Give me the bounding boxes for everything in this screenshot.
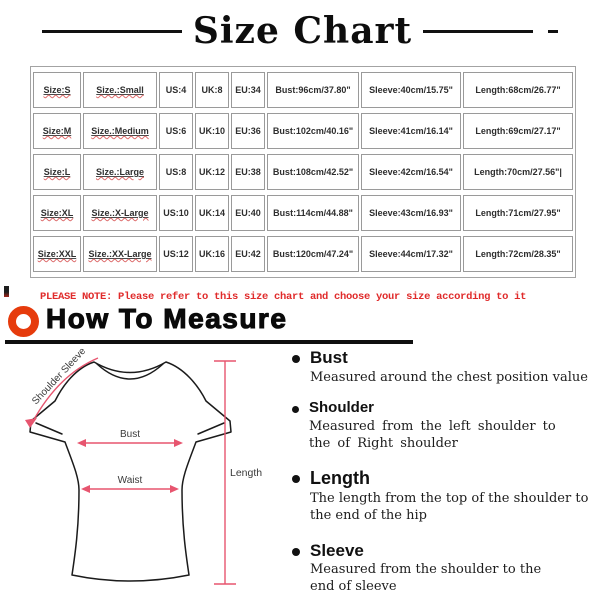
cell-size: Size:M bbox=[33, 113, 81, 149]
cell-length: Length:71cm/27.95" bbox=[463, 195, 573, 231]
cell-bust: Bust:108cm/42.52" bbox=[267, 154, 359, 190]
title-rule-left bbox=[42, 30, 182, 33]
table-row bbox=[33, 72, 573, 108]
table-row bbox=[33, 236, 573, 272]
bust-label: Bust bbox=[119, 429, 141, 440]
cell-size-name: Size.:XX-Large bbox=[83, 236, 157, 272]
waist-label: Waist bbox=[117, 475, 143, 486]
please-note-text: PLEASE NOTE: Please refer to this size chart and choose your size according to it bbox=[40, 291, 527, 303]
list-item-sleeve bbox=[292, 541, 598, 596]
table-row bbox=[33, 195, 573, 231]
cell-eu: EU:42 bbox=[231, 236, 265, 272]
table-row bbox=[33, 154, 573, 190]
size-table bbox=[30, 66, 576, 278]
cell-uk: UK:10 bbox=[195, 113, 229, 149]
list-item-shoulder bbox=[292, 399, 598, 452]
cell-us: US:8 bbox=[159, 154, 193, 190]
cell-size: Size:L bbox=[33, 154, 81, 190]
arrowheads bbox=[25, 418, 183, 493]
cell-uk: UK:12 bbox=[195, 154, 229, 190]
cell-us: US:4 bbox=[159, 72, 193, 108]
cell-bust: Bust:102cm/40.16" bbox=[267, 113, 359, 149]
cell-eu: EU:36 bbox=[231, 113, 265, 149]
measure-term: Shoulder bbox=[309, 399, 375, 417]
measure-desc: Measured from the shoulder to the end of sleeve bbox=[310, 562, 542, 595]
measure-term: Bust bbox=[310, 348, 348, 367]
cell-bust: Bust:120cm/47.24" bbox=[267, 236, 359, 272]
cell-size: Size:S bbox=[33, 72, 81, 108]
cell-eu: EU:38 bbox=[231, 154, 265, 190]
cell-eu: EU:40 bbox=[231, 195, 265, 231]
tshirt-outline-icon bbox=[30, 362, 231, 581]
measure-term: Sleeve bbox=[310, 540, 364, 560]
measure-definitions-list bbox=[292, 348, 598, 600]
cell-uk: UK:14 bbox=[195, 195, 229, 231]
cell-sleeve: Sleeve:41cm/16.14" bbox=[361, 113, 461, 149]
cell-eu: EU:34 bbox=[231, 72, 265, 108]
title-rule-tick bbox=[548, 30, 558, 33]
page-title: Size Chart bbox=[192, 10, 413, 52]
cell-us: US:12 bbox=[159, 236, 193, 272]
tshirt-measure-diagram bbox=[10, 343, 290, 600]
cell-size-name: Size.:X-Large bbox=[83, 195, 157, 231]
shoulder-sleeve-label: Shoulder Sleeve bbox=[30, 345, 89, 408]
bullet-icon bbox=[292, 406, 299, 413]
table-row bbox=[33, 113, 573, 149]
list-item-bust bbox=[292, 348, 598, 386]
length-label: Length bbox=[230, 467, 263, 479]
artifact-mark bbox=[4, 286, 9, 297]
cell-length: Length:72cm/28.35" bbox=[463, 236, 573, 272]
bullet-icon bbox=[292, 548, 300, 556]
list-item-length bbox=[292, 468, 598, 524]
cell-sleeve: Sleeve:40cm/15.75" bbox=[361, 72, 461, 108]
cell-length: Length:70cm/27.56"| bbox=[463, 154, 573, 190]
measure-desc: Measured from the left shoulder to the of Right shoulder bbox=[309, 418, 556, 451]
page-title-row bbox=[0, 8, 600, 54]
cell-us: US:6 bbox=[159, 113, 193, 149]
cell-bust: Bust:114cm/44.88" bbox=[267, 195, 359, 231]
cell-size-name: Size.:Large bbox=[83, 154, 157, 190]
bullet-icon bbox=[292, 355, 300, 363]
cell-size-name: Size.:Medium bbox=[83, 113, 157, 149]
cell-sleeve: Sleeve:44cm/17.32" bbox=[361, 236, 461, 272]
measure-arrows bbox=[32, 358, 236, 584]
cell-size: Size:XL bbox=[33, 195, 81, 231]
cell-length: Length:69cm/27.17" bbox=[463, 113, 573, 149]
measure-desc: The length from the top of the shoulder to the end of the hip bbox=[310, 491, 589, 524]
orange-ring-icon bbox=[8, 306, 39, 337]
cell-sleeve: Sleeve:43cm/16.93" bbox=[361, 195, 461, 231]
cell-length: Length:68cm/26.77" bbox=[463, 72, 573, 108]
measure-term: Length bbox=[310, 468, 370, 489]
cell-sleeve: Sleeve:42cm/16.54" bbox=[361, 154, 461, 190]
cell-bust: Bust:96cm/37.80" bbox=[267, 72, 359, 108]
title-rule-right bbox=[423, 30, 533, 33]
measure-desc: Measured around the chest position value bbox=[310, 369, 588, 385]
cell-us: US:10 bbox=[159, 195, 193, 231]
cell-size: Size:XXL bbox=[33, 236, 81, 272]
how-to-measure-heading: How To Measure bbox=[46, 303, 288, 334]
bullet-icon bbox=[292, 475, 300, 483]
cell-uk: UK:8 bbox=[195, 72, 229, 108]
cell-uk: UK:16 bbox=[195, 236, 229, 272]
cell-size-name: Size.:Small bbox=[83, 72, 157, 108]
